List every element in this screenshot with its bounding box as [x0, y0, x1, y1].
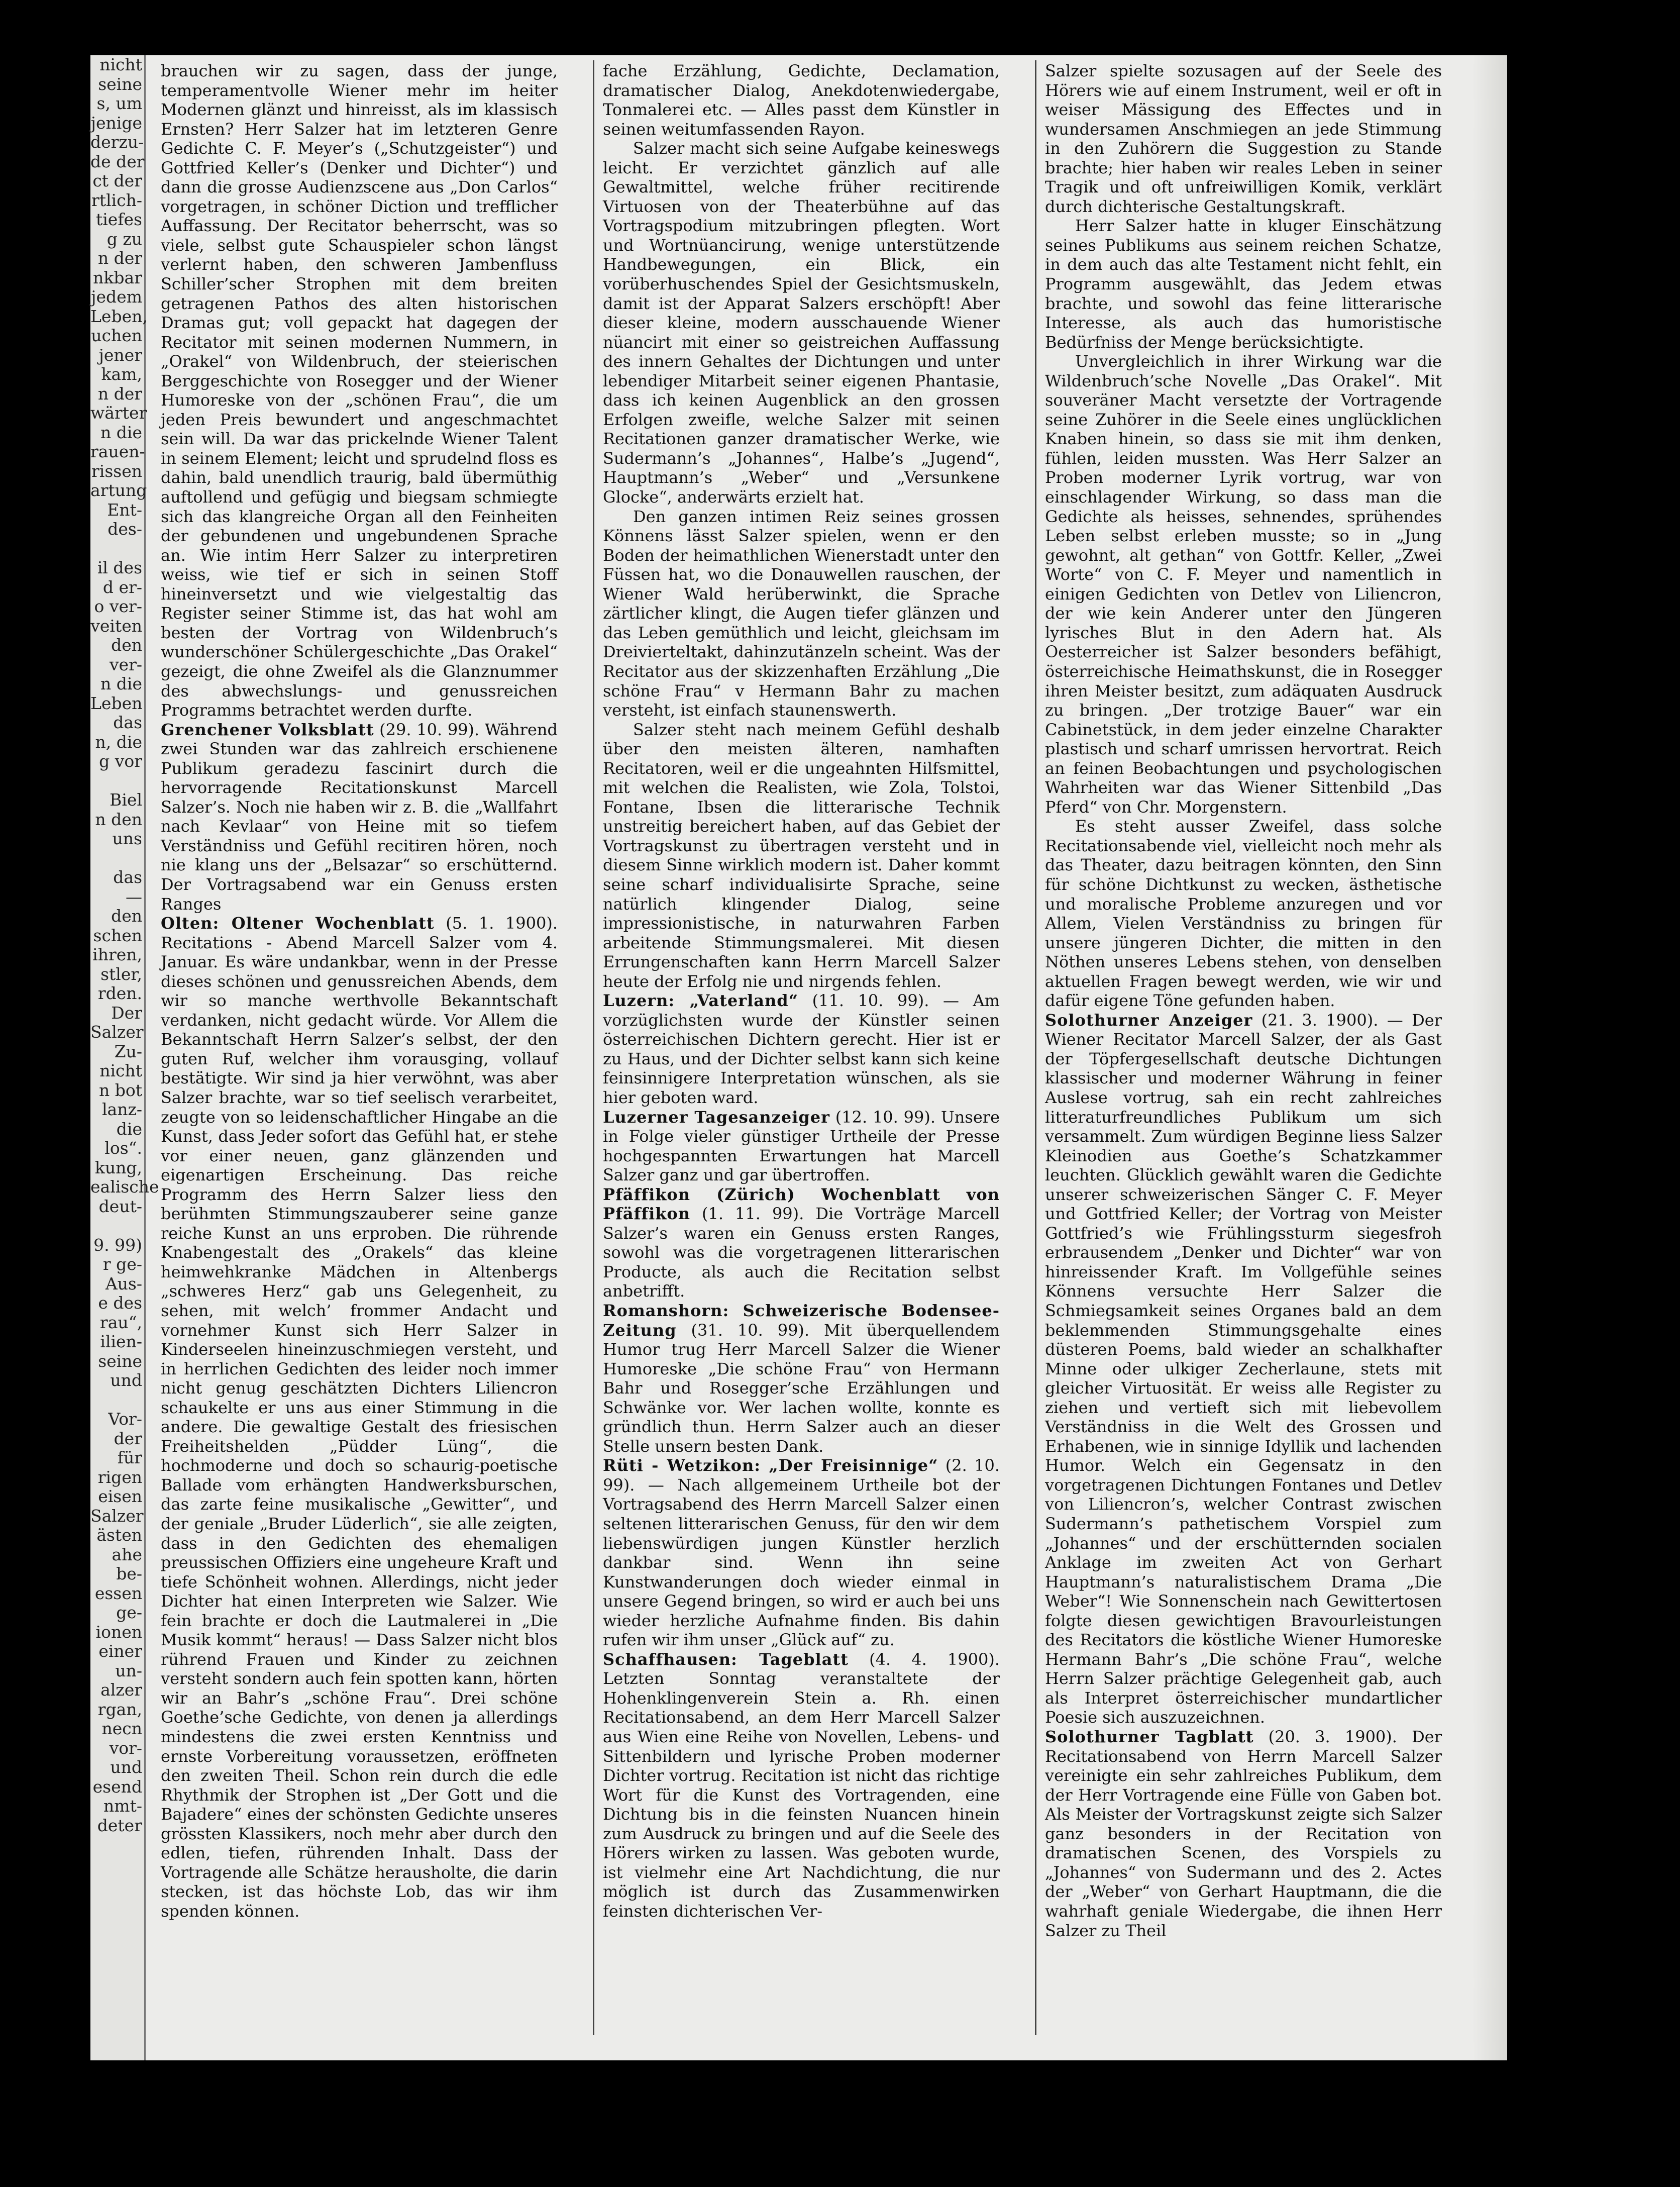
- margin-fragment: un-: [115, 1660, 142, 1680]
- margin-fragment: ct der: [92, 171, 142, 190]
- margin-fragment: jedem: [91, 287, 142, 307]
- margin-fragment: jenige: [90, 113, 142, 133]
- margin-fragment: nicht: [99, 55, 142, 74]
- page-edge-shadow: [1472, 55, 1507, 2060]
- margin-fragment: il des: [97, 558, 142, 577]
- margin-fragment: ver-: [109, 654, 142, 674]
- margin-fragment: [90, 1216, 142, 1236]
- margin-fragment: deter: [97, 1815, 142, 1835]
- margin-fragment: ealische: [90, 1177, 159, 1197]
- column-rule: [1035, 60, 1036, 2035]
- margin-fragment: n die: [100, 674, 142, 693]
- margin-fragment: los“.: [104, 1138, 142, 1158]
- source-heading: Olten: Oltener Wochenblatt: [161, 914, 435, 933]
- previous-page-margin-fragments: [90, 55, 159, 2060]
- paragraph-text: Unvergleichlich in ihrer Wirkung war die Wildenbruch’sche Novelle „Das Orakel“. Mit souveräner Macht versetzte der Vortragende seine Zuhörer in die Seele eines unglücklichen Knaben hinein, so dass sie mit ihm denken, fühlen, leiden mussten. Was Herr Salzer an Proben moderner Lyrik vortrug, war von einschlagender Wirkung, so dass man die Gedichte als heisses, sehnendes, sprühendes Leben selbst erleben musste; so in „Jung gewohnt, alt gethan“ von Gottfr. Keller, „Zwei Worte“ von C. F. Meyer und namentlich in einigen Gedichten von Detlev von Liliencron, der wie kein Anderer unter den Jüngeren lyrisches Blut in den Adern hat. Als Oesterreicher ist Salzer besonders befähigt, österreichische Heimathskunst, die in Rosegger ihren Meister besitzt, zum adäquaten Ausdruck zu bringen. „Der trotzige Bauer“ war ein Cabinetstück, in dem jeder einzelne Charakter plastisch und scharf umrissen hervortrat. Reich an feinen Beobachtungen und psychologischen Wahrheiten war das Wiener Sittenbild „Das Pferd“ von Chr. Morgenstern.: [1045, 352, 1442, 817]
- paragraph-text: (4. 4. 1900). Letzten Sonntag veranstaltete der Hohenklingenverein Stein a. Rh. einen Recitationsabend, an dem Herr Marcell Salzer aus Wien eine Reihe von Novellen, Lebens- und Sittenbildern und lyrische Proben moderner Dichter vortrug. Recitation ist nicht das richtige Wort für die Kunst des Vortragenden, eine Dichtung bis in die feinsten Nuancen hinein zum Ausdruck zu bringen und auf die Seele des Hörers wirken zu lassen. Was geboten wurde, ist vielmehr eine Art Nachdichtung, die nur möglich ist durch das Zusammenwirken feinsten dichterischen Ver-: [603, 1649, 1000, 1921]
- margin-fragment: [90, 771, 142, 791]
- newspaper-page: [90, 55, 1507, 2060]
- margin-fragment: und: [110, 1370, 142, 1390]
- margin-fragment: deut-: [98, 1196, 142, 1216]
- paragraph-text: (1. 11. 99). Die Vorträge Marcell Salzer’s waren ein Genuss ersten Ranges, sowohl was die vorgetragenen litterarischen Producte, als auch die Recitation selbst anbetrifft.: [603, 1204, 1000, 1301]
- press-review-entry: [161, 914, 558, 1921]
- margin-fragment: wärter: [90, 403, 147, 423]
- margin-fragment: 9. 99): [93, 1235, 142, 1255]
- margin-fragment: ilien-: [100, 1332, 142, 1351]
- press-review-entry: [603, 1108, 1000, 1185]
- margin-fragment: ionen: [95, 1622, 142, 1642]
- paragraph-text: fache Erzählung, Gedichte, Declamation, dramatischer Dialog, Anekdotenwiedergabe, Tonmalerei etc. — Alles passt dem Künstler in seinen weitumfassenden Rayon.: [603, 61, 1000, 139]
- margin-fragment: de der: [90, 151, 145, 171]
- source-heading: Solothurner Tagblatt: [1045, 1727, 1254, 1747]
- margin-fragment: Der: [111, 1003, 142, 1023]
- margin-fragment: Vor-: [108, 1409, 142, 1429]
- margin-fragment: Leben,: [90, 306, 148, 326]
- margin-fragment: rau“,: [99, 1312, 142, 1332]
- margin-fragment: s, um: [96, 93, 142, 113]
- margin-fragment: Biel: [110, 790, 142, 810]
- paragraph-text: (5. 1. 1900). Recitations - Abend Marcell Salzer vom 4. Januar. Es wäre undankbar, wenn in der Presse dieses schönen und genussreichen Abends, dem wir so manche werthvolle Bekanntschaft verdanken, nicht gedacht würde. Vor Allem die Bekanntschaft Herrn Salzer’s selbst, der den guten Ruf, welcher ihm vorausging, vollauf bestätigte. Wir sind ja hier verwöhnt, was aber Salzer brachte, war so tief seelisch verarbeitet, zeugte von so leidenschaftlicher Hingabe an die Kunst, dass Jeder sofort das Gefühl hat, er stehe vor einer neuen, ganz glänzenden und eigenartigen Erscheinung. Das reiche Programm des Herrn Salzer liess den berühmten Stimmungszauberer seine ganze reiche Kunst an uns erproben. Die rührende Knabengestalt des „Orakels“ das kleine heimwehkranke Mädchen in Altenbergs „schweres Herz“ gab uns Gelegenheit, zu sehen, mit welch’ frommer Andacht und vornehmer Kunst sich Herr Salzer in Kinderseelen hineinzuschmiegen versteht, und in herrlichen Gedichten des leider noch immer nicht genug geschätzten Dichters Liliencron schaukelte er uns aus einer Stimmung in die andere. Die gewaltige Gestalt des friesischen Freiheitshelden „Püdder Lüng“, die hochmoderne und doch so schaurig-poetische Ballade vom erhängten Handwerksburschen, das zarte feine musikalische „Gewitter“, und der geniale „Bruder Lüderlich“, sie alle zeigten, dass in den Gedichten des ehemaligen preussischen Offiziers eine ungeheure Kraft und tiefe Schönheit wohnen. Allerdings, nicht jeder Dichter hat einen Interpreten wie Salzer. Wie fein brachte er doch die Lautmalerei in „Die Musik kommt“ heraus! — Dass Salzer nicht blos rührend Frauen und Kinder zu zeichnen versteht sondern auch fein spotten kann, hörten wir an Bahr’s „schöne Frau“. Drei schöne Goethe’sche Gedichte, von denen ja allerdings mindestens die zwei ersten Kenntniss und ernste Vorbereitung voraussetzen, eröffneten den zweiten Theil. Schon rein durch die edle Rhythmik der Strophen ist „Der Gott und die Bajadere“ eines der schönsten Gedichte unseres grössten Klassikers, noch mehr aber durch den edlen, tiefen, rührenden Inhalt. Dass der Vortragende alle Schätze herausholte, die darin stecken, ist das höchste Lob, das wir ihm spenden können.: [161, 914, 558, 1921]
- paragraph: [1045, 216, 1442, 352]
- margin-fragment: kung,: [94, 1157, 142, 1177]
- paragraph-text: (2. 10. 99). — Nach allgemeinem Urtheile bot der Vortragsabend des Herrn Marcell Salzer einen seltenen litterarischen Genuss, für den wir dem liebenswürdigen jungen Künstler herzlich dankbar sind. Wenn ihn seine Kunstwanderungen doch wieder einmal in unsere Gegend bringen, so wird er auch bei uns wieder herzliche Aufnahme finden. Bis dahin rufen wir ihm unser „Glück auf“ zu.: [603, 1456, 1000, 1650]
- margin-fragment: esend: [92, 1776, 142, 1797]
- source-heading: Luzern: „Vaterland“: [603, 991, 799, 1011]
- press-review-entry: [603, 1185, 1000, 1301]
- margin-fragment: Salzer: [90, 1022, 144, 1042]
- margin-fragment: n, die: [95, 732, 142, 752]
- paragraph: [603, 61, 1000, 139]
- margin-fragment: den: [111, 635, 142, 655]
- margin-fragment: g zu: [107, 229, 142, 249]
- press-review-entry: [603, 1650, 1000, 1921]
- paragraph: [603, 507, 1000, 720]
- margin-fragment: nicht: [99, 1061, 142, 1080]
- margin-fragment: ge-: [116, 1603, 142, 1622]
- paragraph: [161, 61, 558, 720]
- paragraph-text: Salzer spielte sozusagen auf der Seele des Hörers wie auf einem Instrument, weil er oft in weiser Mässigung des Effectes und in wundersamen Anschmiegen an jede Stimmung in den Zuhörern die Suggestion zu Stande brachte; hier haben wir reales Leben in seiner Tragik und oft unfreiwilligen Komik, verklärt durch dichterische Gestaltungskraft.: [1045, 61, 1442, 216]
- margin-fragment: uns: [112, 829, 142, 848]
- margin-fragment: kam,: [101, 364, 142, 384]
- paragraph-text: Den ganzen intimen Reiz seines grossen Könnens lässt Salzer spielen, wenn er den Boden der heimathlichen Wienerstadt unter den Füssen hat, wo die Donauwellen rauschen, der Wiener Wald herüberwinkt, die Sprache zärtlicher klingt, die Augen tiefer glänzen und das Leben gemüthlich und leicht, gleichsam im Dreivierteltakt, dahinzutänzeln scheint. Was der Recitator aus der skizzenhaften Erzählung „Die schöne Frau“ v Hermann Bahr zu machen versteht, ist einfach staunenswerth.: [603, 507, 1000, 720]
- paragraph-text: (11. 10. 99). — Am vorzüglichsten wurde der Künstler seinen österreichischen Dichtern gerecht. Hier ist er zu Haus, und der Dichter selbst kann sich keine feinsinnigere Interpretation wünschen, als sie hier geboten ward.: [603, 991, 1000, 1107]
- paragraph: [603, 139, 1000, 507]
- margin-fragment: [90, 539, 142, 559]
- margin-fragment: die: [116, 1119, 142, 1139]
- margin-fragment: stler,: [100, 964, 142, 984]
- press-review-entry: [603, 1456, 1000, 1649]
- margin-fragment: rgan,: [97, 1699, 142, 1719]
- press-review-entry: [603, 1301, 1000, 1456]
- paragraph-text: Herr Salzer hatte in kluger Einschätzung seines Publikums aus seinem reichen Schatze, in dem auch das alte Testament nicht fehlt, ein Programm ausgewählt, das Jedem etwas brachte, und sowohl das feine litterarische Interesse, als auch das humoristische Bedürfniss der Menge berücksichtigte.: [1045, 216, 1442, 352]
- margin-fragment: rtlich-: [91, 190, 142, 210]
- margin-fragment: für: [117, 1448, 142, 1467]
- margin-fragment: eisen: [98, 1486, 142, 1506]
- margin-fragment: den: [111, 906, 142, 926]
- margin-fragment: [90, 849, 142, 868]
- margin-fragment: Salzer: [90, 1506, 144, 1526]
- margin-fragment: das: [113, 713, 142, 732]
- text-column-right: [1045, 61, 1442, 2041]
- margin-fragment: n die: [100, 422, 142, 442]
- press-review-entry: [1045, 1727, 1442, 1940]
- margin-fragment: veiten: [90, 616, 142, 636]
- margin-fragment: Leben: [90, 693, 143, 713]
- source-heading: Schaffhausen: Tageblatt: [603, 1649, 849, 1669]
- margin-fragment: das: [113, 867, 142, 887]
- margin-fragment: der: [114, 1428, 142, 1448]
- margin-fragment: tiefes: [95, 210, 142, 229]
- margin-fragment: derzu-: [90, 132, 144, 152]
- margin-fragment: ahe: [112, 1544, 142, 1564]
- margin-fragment: [90, 1390, 142, 1410]
- text-column-middle: [603, 61, 1000, 2041]
- margin-fragment: nmt-: [103, 1796, 142, 1816]
- margin-fragment: des-: [108, 519, 142, 539]
- paragraph: [1045, 61, 1442, 216]
- margin-fragment: o ver-: [94, 597, 142, 616]
- paragraph-text: Salzer steht nach meinem Gefühl deshalb über den meisten älteren, namhaften Recitatoren, weil er die ungeahnten Hilfsmittel, mit welchen die Realisten, wie Zola, Tolstoi, Fontane, Ibsen die litterarische Technik unstreitig bereichert haben, auf das Gebiet der Vortragskunst zu übertragen versteht und in diesem Sinne wirklich modern ist. Daher kommt seine scharf individualisirte Sprache, seine natürlich klingender Dialog, seine impressionistische, in naturwahren Farben arbeitende Stimmungsmalerei. Mit diesen Errungenschaften kann Herrn Marcell Salzer heute der Erfolg nie und nirgends fehlen.: [603, 720, 1000, 991]
- margin-fragment: n den: [95, 809, 142, 829]
- margin-fragment: Zu-: [114, 1041, 142, 1061]
- margin-fragment: schen: [93, 925, 142, 945]
- paragraph-text: Es steht ausser Zweifel, dass solche Recitationsabende viel, vielleicht noch mehr als das Theater, dazu beitragen könnten, den Sinn für schöne Dichtkunst zu wecken, ästhetische und moralische Probleme anzuregen und vor Allem, Vielen Verständniss zu bringen für unsere jüngeren Dichter, die mitten in den Nöthen unseres Lebens stehen, von denselben aktuellen Fragen bewegt werden, wie wir und dafür eigene Töne gefunden haben.: [1045, 817, 1442, 1011]
- margin-fragment: ästen: [96, 1525, 142, 1545]
- paragraph-text: Salzer macht sich seine Aufgabe keineswegs leicht. Er verzichtet gänzlich auf alle Gewaltmittel, welche früher recitirende Virtuosen von der Theaterbühne auf das Vortragspodium mitzubringen pflegten. Wort und Wortnüancirung, wenige unterstützende Handbewegungen, ein Blick, ein vorüberhuschendes Spiel der Gesichtsmuskeln, damit ist der Apparat Salzers erschöpft! Aber dieser kleine, modern ausschauende Wiener nüancirt mit einer so geistreichen Auffassung des innern Gehaltes der Dichtungen und unter lebendiger Mitarbeit seiner eigenen Phantasie, dass ich keinen Augenblick an den grossen Erfolgen zweifle, welche Salzer mit seinen Recitationen ganzer dramatischer Werke, wie Sudermann’s „Johannes“, Halbe’s „Jugend“, Hauptmann’s „Weber“ und „Versunkene Glocke“, anderwärts erzielt hat.: [603, 139, 1000, 507]
- source-heading: Romanshorn: Schweizerische Bodensee-Zeitung: [603, 1301, 1000, 1340]
- margin-fragment: alzer: [100, 1680, 142, 1700]
- margin-fragment: Ent-: [107, 500, 142, 520]
- margin-fragment: nkbar: [93, 267, 142, 287]
- paragraph-text: (20. 3. 1900). Der Recitationsabend von Herrn Marcell Salzer vereinigte ein sehr zahlreiches Publikum, dem der Herr Vortragende eine Fülle von Gaben bot. Als Meister der Vortragskunst zeigte sich Salzer ganz besonders in der Recitation von dramatischen Scenen, des Vorspiels zu „Johannes“ von Sudermann und des 2. Actes der „Weber“ von Gerhart Hauptmann, die die wahrhaft geniale Wiedergabe, die ihnen Herr Salzer zu Theil: [1045, 1727, 1442, 1940]
- source-heading: Solothurner Anzeiger: [1045, 1010, 1253, 1030]
- margin-fragment: —: [126, 886, 142, 907]
- paragraph-text: (21. 3. 1900). — Der Wiener Recitator Marcell Salzer, der als Gast der Töpfergesellschaft deutsche Dichtungen klassischer und moderner Währung in feiner Auslese vortrug, sah ein recht zahlreiches litteraturfreundliches Publikum um sich versammelt. Zum würdigen Beginne liess Salzer Kleinodien aus Goethe’s Schatzkammer leuchten. Glücklich gewählt waren die Gedichte unserer schweizerischen Sänger C. F. Meyer und Gottfried Keller; der Vortrag von Meister Gottfried’s wie Frühlingssturm siegesfroh erbrausendem „Denker und Dichter“ war von hinreissender Kraft. Im Vollgefühle seines Könnens versuchte Herr Salzer die Schmiegsamkeit seines Organes bald an dem beklemmenden Stimmungsgehalte eines düsteren Poems, bald wieder an schalkhafter Minne oder ulkiger Zecherlaune, stets mit gleicher Virtuosität. Er weiss alle Register zu ziehen und vertieft sich mit liebevollem Verständniss in die Welt des Grossen und Erhabenen, wie in sinnige Idyllik und lachenden Humor. Welch ein Gegensatz in den vorgetragenen Dichtungen Fontanes und Detlev von Liliencron’s, welcher Contrast zwischen Sudermann’s pathetischem Vorspiel zum „Johannes“ und der erschütternden socialen Anklage im zweiten Act von Gerhart Hauptmann’s naturalistischem Drama „Die Weber“! Wie Sonnenschein nach Gewittertosen folgte diesen gewichtigen Bravourleistungen des Recitators die köstliche Wiener Humoreske Hermann Bahr’s „Die schöne Frau“, welche Herrn Salzer prächtige Gelegenheit gab, auch als Interpret österreichischer mundartlicher Poesie sich auszuzeichnen.: [1045, 1010, 1442, 1727]
- paragraph-text: (31. 10. 99). Mit überquellendem Humor trug Herr Marcell Salzer die Wiener Humoreske „Die schöne Frau“ von Hermann Bahr und Rosegger’sche Erzählungen und Schwänke vor. Wer lachen wollte, konnte es gründlich thun. Herrn Salzer auch an dieser Stelle unsern besten Dank.: [603, 1320, 1000, 1456]
- margin-fragment: rden.: [97, 983, 142, 1003]
- margin-fragment: ihren,: [92, 945, 142, 964]
- margin-fragment: e des: [98, 1293, 142, 1313]
- margin-fragment: n der: [97, 248, 142, 268]
- press-review-entry: [603, 991, 1000, 1107]
- margin-fragment: n bot: [99, 1080, 142, 1100]
- margin-fragment: jener: [98, 345, 142, 365]
- margin-fragment: essen: [94, 1583, 142, 1603]
- margin-fragment: d er-: [102, 577, 142, 597]
- paragraph-text: brauchen wir zu sagen, dass der junge, temperamentvolle Wiener mehr im heiter Modernen glänzt und hinreisst, als im klassisch Ernsten? Herr Salzer hat im letzteren Genre Gedichte C. F. Meyer’s („Schutzgeister“) und Gottfried Keller’s (Denker und Dichter“) und dann die grosse Audienzscene aus „Don Carlos“ vorgetragen, in schöner Diction und trefflicher Auffassung. Der Recitator beherrscht, was so viele, selbst gute Schauspieler schon längst verlernt haben, den schweren Jambenfluss Schiller’scher Strophen mit dem breiten getragenen Pathos des alten historischen Dramas gut; voll gepackt hat dagegen der Recitator mit seinen modernen Nummern, in „Orakel“ von Wildenbruch, der steierischen Berggeschichte von Rosegger und der Wiener Humoreske von der „schönen Frau“, die um jeden Preis bewundert und angeschmachtet sein will. Da war das prickelnde Wiener Talent in seinem Element; leicht und sprudelnd floss es dahin, bald unendlich traurig, bald übermüthig auftollend und gefügig und biegsam schmiegte sich das klangreiche Organ all den Feinheiten der gebundenen und ungebundenen Sprache an. Wie intim Herr Salzer zu interpretiren weiss, wie tief er sich in seinen Stoff hineinversetzt und wie vielgestaltig das Register seiner Stimme ist, das hat wohl am besten der Vortrag von Wildenbruch’s wunderschöner Schülergeschichte „Das Orakel“ gezeigt, die ohne Zweifel als die Glanznummer des abwechslungs- und genussreichen Programms betrachtet werden durfte.: [161, 61, 558, 720]
- source-heading: Rüti - Wetzikon: „Der Freisinnige“: [603, 1456, 938, 1475]
- column-rule: [593, 60, 594, 2035]
- source-heading: Luzerner Tagesanzeiger: [603, 1107, 830, 1127]
- paragraph-text: (12. 10. 99). Unsere in Folge vieler günstiger Urtheile der Presse hochgespannten Erwartungen hat Marcell Salzer ganz und gar übertroffen.: [603, 1107, 1000, 1185]
- margin-fragment: einer: [98, 1641, 142, 1661]
- margin-fragment: lanz-: [101, 1100, 142, 1119]
- margin-fragment: Aus-: [105, 1273, 142, 1294]
- press-review-entry: [161, 720, 558, 914]
- source-heading: Pfäffikon (Zürich) Wochenblatt von Pfäffikon: [603, 1184, 1000, 1224]
- margin-fragment: g vor: [99, 751, 142, 771]
- margin-fragment: n der: [97, 383, 142, 404]
- paragraph-text: (29. 10. 99). Während zwei Stunden war das zahlreich erschienene Publikum geradezu fascinirt durch die hervorragende Recitationskunst Marcell Salzer’s. Noch nie haben wir z. B. die „Wallfahrt nach Kevlaar“ von Heine mit so tiefem Verständniss und Gefühl recitiren hören, noch nie klang uns der „Belsazar“ so erschütternd. Der Vortragsabend war ein Genuss ersten Ranges: [161, 720, 558, 914]
- source-heading: Grenchener Volksblatt: [161, 720, 374, 739]
- margin-fragment: r ge-: [102, 1254, 142, 1274]
- margin-fragment: und: [110, 1757, 142, 1777]
- margin-fragment: necn: [101, 1719, 142, 1738]
- paragraph: [1045, 817, 1442, 1010]
- margin-fragment: artung: [90, 480, 147, 500]
- margin-fragment: rissen: [91, 461, 142, 481]
- margin-fragment: uchen: [91, 326, 142, 345]
- margin-fragment: rigen: [97, 1467, 142, 1487]
- margin-fragment: vor-: [109, 1738, 142, 1758]
- paragraph: [1045, 352, 1442, 817]
- margin-fragment: seine: [98, 74, 142, 94]
- text-column-left: [161, 61, 558, 2041]
- margin-fragment: seine: [98, 1351, 142, 1371]
- margin-fragment: be-: [116, 1564, 142, 1583]
- press-review-entry: [1045, 1011, 1442, 1727]
- paragraph: [603, 720, 1000, 991]
- margin-fragment: rauen-: [90, 442, 145, 461]
